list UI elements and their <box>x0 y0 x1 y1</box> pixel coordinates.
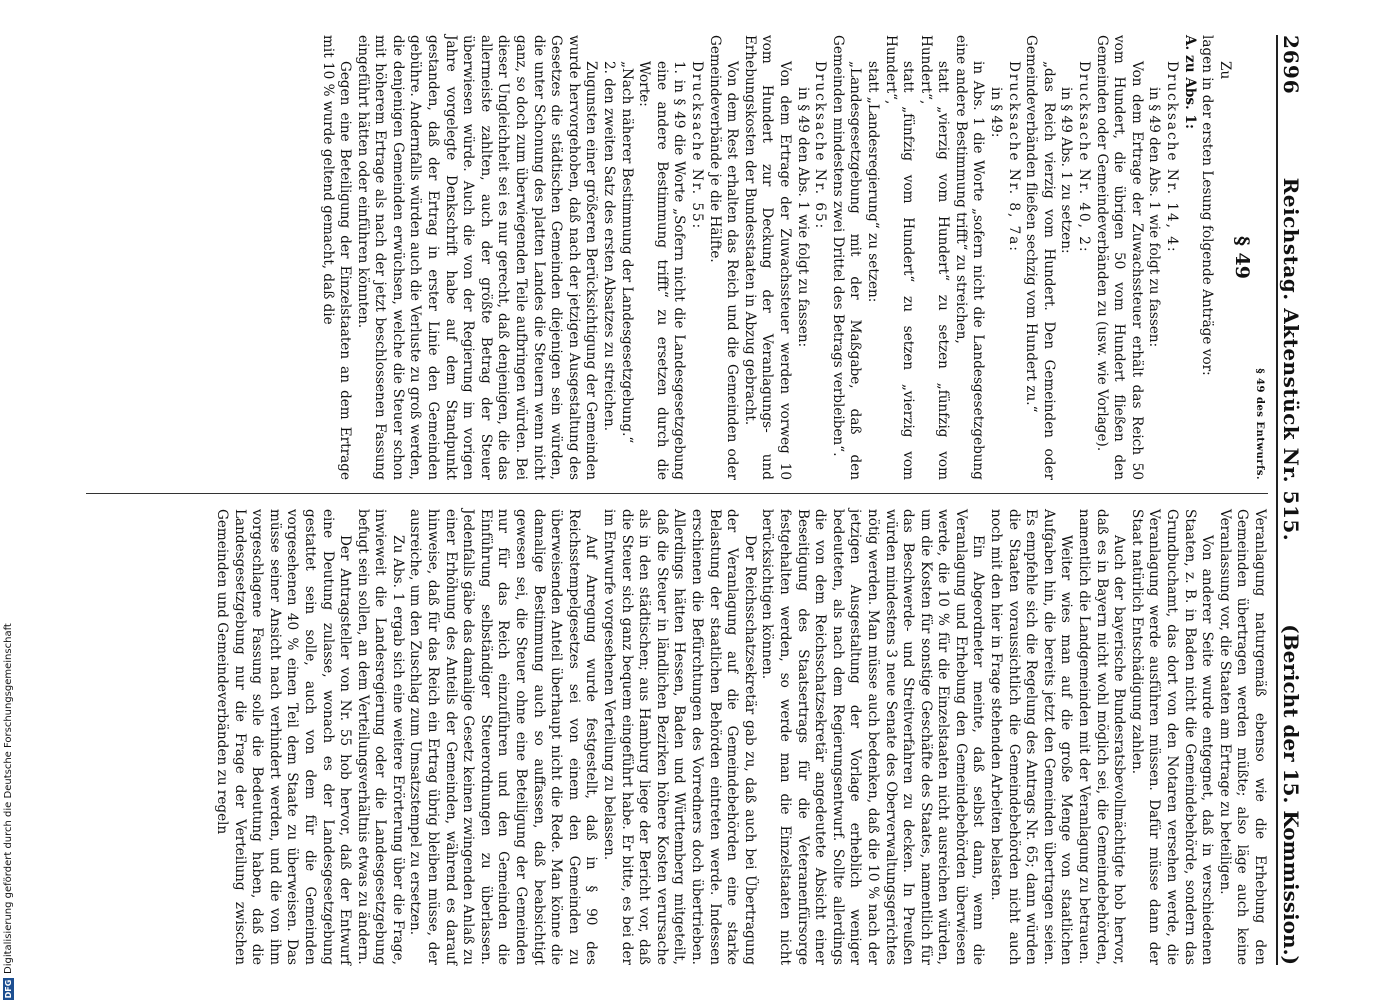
paragraph: Auf Anregung wurde festgestellt, daß in § 90 des Reichsstempelgesetzes sei von einem den Gemeinden zu überweisenden Anteil überhaupt nicht die Rede. Man könne die damalige Bestimmung auch so auffassen, daß beabsichtigt gewesen sei, die Steuer ohne eine Beteiligung der Gemeinden nur für das Reich einzuführen und den Gemeinden die Einführung selbständiger Steuerordnungen zu überlassen. Jedenfalls gäbe das damalige Gesetz keinen zwingenden Anlaß zu einer Erhöhung des Anteils der Gemeinden, während es darauf hinweise, daß für das Reich ein Ertrag übrig bleiben müsse, der ausreiche, um den Zuschlag zum Umsatzstempel zu ersetzen. <box>407 509 600 965</box>
text-line: Von dem Ertrage der Zuwachssteuer erhält das Reich 50 vom Hundert, die übrigen 50 vom Hundert fließen den Gemeinden oder Gemeindeverbänden zu (usw. wie Vorlage). <box>1093 35 1145 480</box>
text-line: lagen in der ersten Lesung folgende Anträge vor: <box>1199 35 1216 376</box>
digitization-credit <box>2 0 16 1000</box>
text-line: Drucksache Nr. 8, 7a: <box>1005 61 1022 253</box>
paragraph: Veranlagung naturgemäß ebenso wie die Erhebung den Gemeinden übertragen werden müßte; also läge auch keine Veranlassung vor, die Staaten am Ertrage zu beteiligen. <box>1216 509 1268 965</box>
text-line: 2. den zweiten Satz des ersten Absatzes zu streichen. <box>601 61 618 432</box>
text-line: „das Reich vierzig vom Hundert. Den Gemeinden oder Gemeindeverbänden fließen sechzig vom Hundert zu.“ <box>1023 35 1057 480</box>
paragraph: Auch der bayerische Bundesratsbevollmächtigte hob hervor, daß es in Bayern nicht wohl möglich sei, die Gemeindebehörden, namentlich die Landgemeinden mit der Veranlagung zu betrauen. <box>1076 509 1128 965</box>
paragraph: Ein Abgeordneter meinte, daß selbst dann, wenn die Veranlagung und Erhebung den Gemeindebehörden überwiesen werde, die 10 % für die Einzelstaaten nicht ausreichen würden, um die Kosten für sonstige Geschäfte des Staates, namentlich für das Beschwerde- und Streitverfahren zu decken. In Preußen würden mindestens 3 neue Senate des Oberverwaltungsgerichtes nötig werden. Man müsse auch bedenken, daß die 10 % nach der jetzigen Ausgestaltung der Vorlage erheblich weniger bedeuteten, als nach dem Regierungsentwurf. Sollte allerdings die von dem Reichsschatzsekretär angedeutete Absicht einer Beseitigung des Staatsertrags für die Veteranenfürsorge festgehalten werden, so werde man die Einzelstaaten nicht berücksichtigen können. <box>759 509 987 965</box>
text-line: in § 49 Abs. 1 zu setzen: <box>1058 87 1075 254</box>
text-line: Gegen eine Beteiligung der Einzelstaaten an dem Ertrage mit 10 % wurde geltend gemacht, daß die <box>319 35 354 480</box>
running-subtitle: (Bericht der 15. Kommission.) <box>1278 624 1303 965</box>
text-line: statt „Landesregierung“ zu setzen: <box>864 61 881 303</box>
text-line: Von dem Rest erhalten das Reich und die Gemeinden oder Gemeindeverbände je die Hälfte. <box>706 35 741 480</box>
text-line: Drucksache Nr. 55: <box>689 61 705 231</box>
text-line: „Landesgesetzgebung mit der Maßgabe, daß den Gemeinden mindestens zwei Drittel des Betrags verbleiben“. <box>829 35 864 480</box>
text-line: A. zu Abs. 1: <box>1181 35 1198 129</box>
paragraph: Zu Abs. 1 ergab sich eine weitere Erörterung über die Frage, inwieweit die Landesregierung oder die Landesgesetzgebung befugt sein sollen, an dem Verteilungsverhältnis etwas zu ändern. <box>354 509 406 965</box>
section-heading: § 49 <box>1231 236 1254 279</box>
column-divider <box>86 493 1268 494</box>
text-line: Zu <box>1216 61 1233 80</box>
text-line: statt „vierzig vom Hundert“ zu setzen „fünfzig vom Hundert“, <box>917 35 952 480</box>
scanned-page <box>80 35 1310 965</box>
page-number: 2696 <box>1278 35 1303 95</box>
left-column <box>318 35 1268 480</box>
credit-text: Digitalisierung gefördert durch die Deutsche Forschungsgemeinschaft <box>3 623 14 974</box>
text-line: statt „fünfzig vom Hundert“ zu setzen „vierzig vom Hundert“, <box>882 35 917 480</box>
paragraph: Der Antragsteller von Nr. 55 hob hervor, daß der Entwurf eine Deutung zulasse, wonach es der Landesgesetzgebung gestattet sein solle, auch von dem für die Gemeinden vorgesehenen 40 % einen Teil dem Staate zu überweisen. Das müsse seiner Ansicht nach verhindert werden, und die von ihm vorgeschlagene Fassung solle die Bedeutung haben, daß die Landesgesetzgebung nur die Frage der Verteilung zwischen Gemeinden und Gemeindeverbänden zu regeln <box>213 509 354 965</box>
page-header <box>1276 35 1310 965</box>
text-line: Drucksache Nr. 65: <box>812 61 829 231</box>
text-line: Zugunsten einer größeren Berücksichtigung der Gemeinden wurde hervorgehoben, daß nach der jetzigen Ausgestaltung des Gesetzes die städtischen Gemeinden diejenigen sein würden, die unter Schonung des platten Landes die Steuern wenn nicht ganz, so doch zum überwiegenden Teile aufbringen würden. Bei dieser Ungleichheit sei es nur gerecht, daß denjenigen, die das allermeiste zahlten, auch der größte Betrag der Steuer überwiesen würde. Auch die von der Regierung im vorigen Jahre vorgelegte Denkschrift habe auf dem Standpunkt gestanden, daß der Ertrag in erster Linie den Gemeinden gebühre. Andernfalls würden auch die Verluste zu groß werden, die denjenigen Gemeinden erwüchsen, welche die Steuer schon mit höherem Ertrage als nach der jetzt beschlossenen Fassung eingeführt hätten oder einführen könnten. <box>354 35 600 480</box>
text-line: Drucksache Nr. 40, 2: <box>1076 61 1093 254</box>
paragraph: Von anderer Seite wurde entgegnet, daß in verschiedenen Staaten, z. B. in Baden nicht die Gemeindebehörde, sondern das Grundbuchamt, das dort von den Notaren versehen werde, die Veranlagung werde ausführen müssen. Dafür müsse dann der Staat natürlich Entschädigung zahlen. <box>1128 509 1216 965</box>
text-line: Von dem Ertrage der Zuwachssteuer werden vorweg 10 vom Hundert zur Deckung der Veranlagungs- und Erhebungskosten der Bundesstaaten in Abzug gebracht. <box>741 35 793 480</box>
dfg-logo: DFG <box>3 979 13 999</box>
text-line: in Abs. 1 die Worte „sofern nicht die Landesgesetzgebung eine andere Bestimmung trifft“ zu streichen, <box>952 35 987 480</box>
text-line: in § 49 den Abs. 1 wie folgt zu fassen: <box>794 87 811 348</box>
paragraph: Weiter wies man auf die große Menge von staatlichen Aufgaben hin, die bereits jetzt den Gemeinden übertragen seien. Es empfehle sich die Regelung des Antrags Nr. 65; dann würden die Staaten voraussichtlich die Gemeindebehörden nicht auch noch mit den hier in Frage stehenden Arbeiten belasten. <box>988 509 1075 965</box>
running-title: Reichstag. Aktenstück Nr. 515. <box>1278 177 1303 542</box>
paragraph: Der Reichsschatzsekretär gab zu, daß auch bei Übertragung der Veranlagung auf die Gemeindebehörden eine starke Belastung der staatlichen Behörden eintreten werde. Indessen erschienen die Befürchtungen des Vorredners doch übertrieben. Allerdings hätten Hessen, Baden und Württemberg mitgeteilt, daß die Steuer in ländlichen Bezirken höhere Kosten verursache als in den städtischen; aus Hamburg liege der Bericht vor, daß die Steuer sich ganz bequem eingeführt habe. Er bitte, es bei der im Entwurfe vorgesehenen Verteilung zu belassen. <box>601 509 758 965</box>
section-caption: § 49 des Entwurfs. <box>1254 368 1265 480</box>
text-line: „Nach näherer Bestimmung der Landesgesetzgebung.“ <box>618 61 635 444</box>
text-line: in § 49 den Abs. 1 wie folgt zu fassen: <box>1146 87 1163 348</box>
text-line: in § 49: <box>988 87 1005 138</box>
text-line: Drucksache Nr. 14, 4: <box>1164 61 1181 254</box>
right-column <box>212 509 1268 965</box>
text-line: 1. in § 49 die Worte „Sofern nicht die Landesgesetzgebung eine andere Bestimmung trifft“ zu ersetzen durch die Worte: <box>636 61 688 480</box>
